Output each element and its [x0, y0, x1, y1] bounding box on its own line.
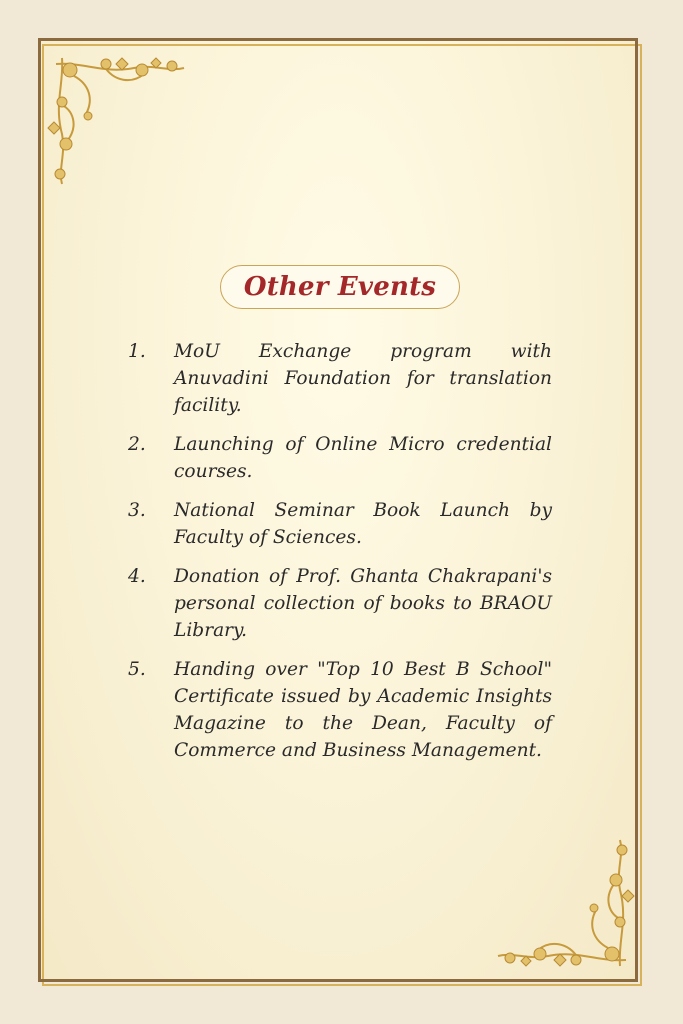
list-item — [128, 656, 552, 764]
list-item-text: Handing over "Top 10 Best B School" Certificate issued by Academic Insights Magazine to the Dean, Faculty of Commerce and Business Management. — [174, 659, 552, 761]
heading-badge — [220, 265, 460, 309]
list-item — [128, 497, 552, 551]
floral-corner-ornament-icon — [488, 830, 638, 980]
list-item-text: Launching of Online Micro credential courses. — [174, 434, 552, 482]
page-title: Other Events — [243, 272, 437, 302]
list-item-number: 1. — [128, 341, 146, 362]
list-item — [128, 563, 552, 644]
list-item-number: 5. — [128, 659, 146, 680]
list-item-text: MoU Exchange program with Anuvadini Foundation for translation facility. — [174, 341, 552, 416]
list-item-number: 4. — [128, 566, 146, 587]
list-item — [128, 338, 552, 419]
list-item-number: 3. — [128, 500, 146, 521]
list-item-text: Donation of Prof. Ghanta Chakrapani's personal collection of books to BRAOU Library. — [174, 566, 552, 641]
list-item-number: 2. — [128, 434, 146, 455]
list-item — [128, 431, 552, 485]
events-list — [128, 338, 552, 776]
floral-corner-ornament-icon — [44, 44, 194, 194]
list-item-text: National Seminar Book Launch by Faculty of Sciences. — [174, 500, 552, 548]
